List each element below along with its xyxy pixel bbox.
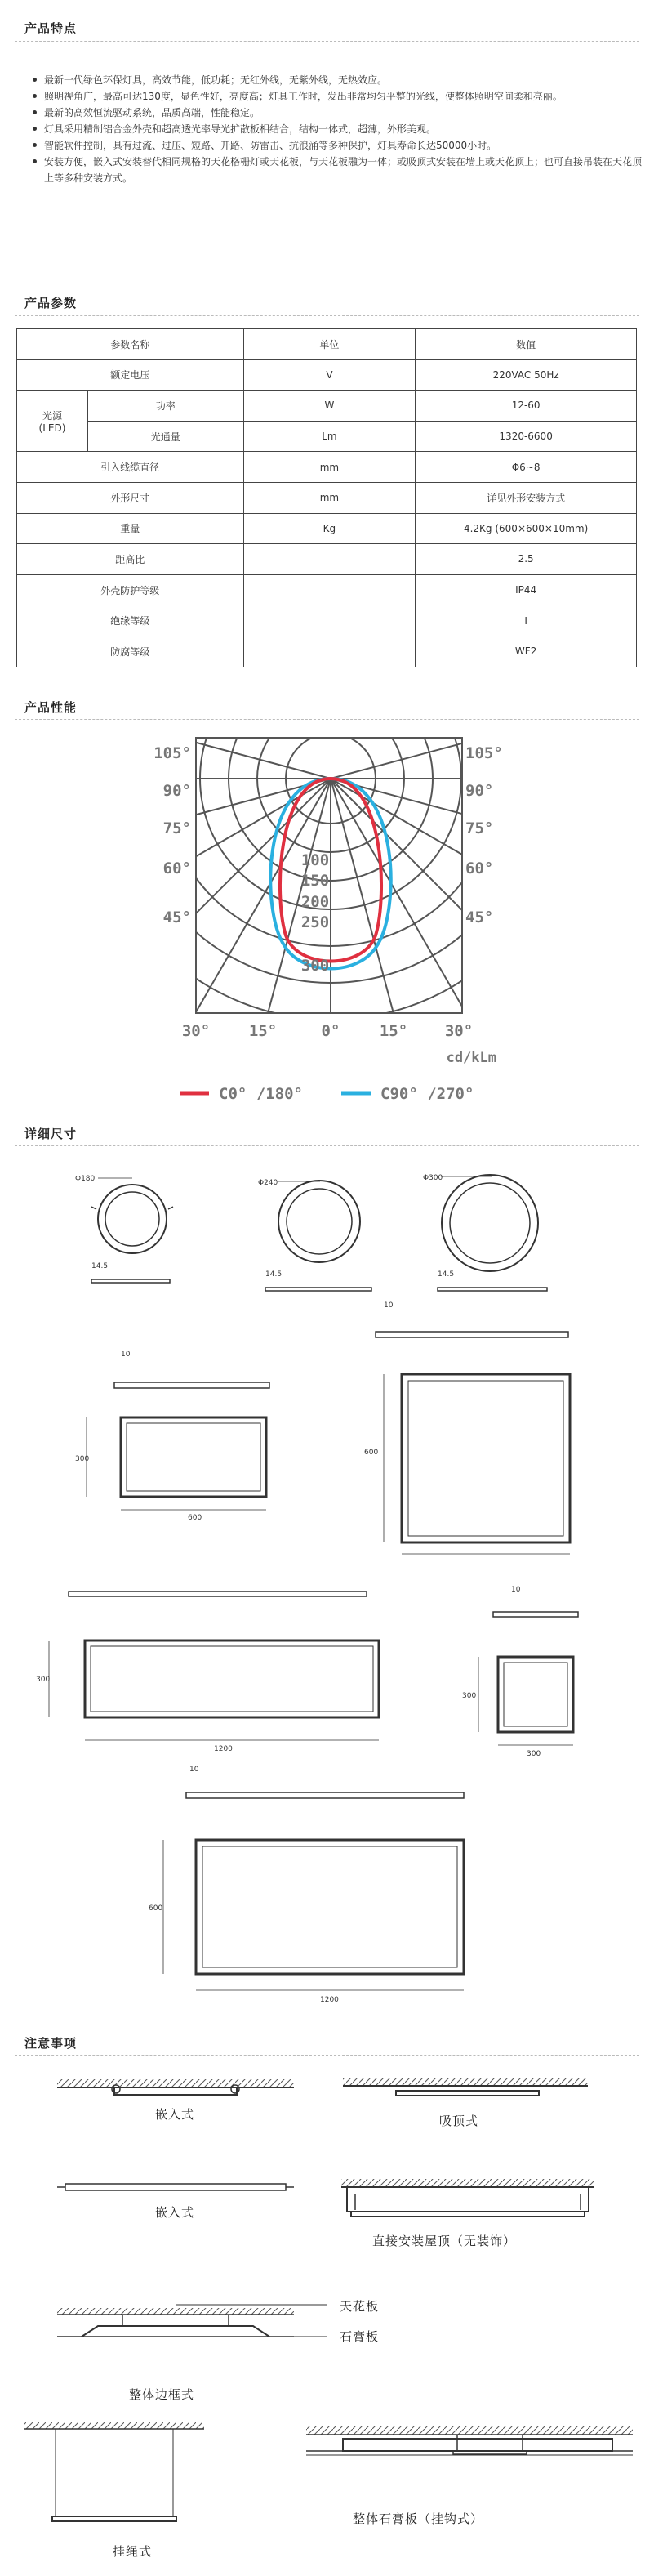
divider [15, 41, 639, 42]
radial-label: 300 [300, 957, 330, 975]
install-frame [57, 2305, 327, 2337]
radial-label: 150 [300, 872, 330, 890]
dim-label: Φ300 [423, 1174, 443, 1182]
param-unit: V [243, 359, 416, 391]
install-recessed-2 [57, 2184, 294, 2190]
legend [180, 1085, 474, 1103]
param-value: WF2 [416, 636, 637, 667]
param-unit: Kg [243, 513, 416, 544]
bottom-label: 30° [444, 1022, 474, 1040]
table-row [17, 359, 637, 391]
dim-label: 10 [384, 1301, 394, 1310]
bottom-label: 15° [379, 1022, 408, 1040]
header-cell: 参数名称 [17, 329, 244, 360]
param-unit: W [243, 391, 416, 422]
table-header-row [17, 329, 637, 360]
dim-label: 300 [36, 1676, 51, 1684]
dim-label: 10 [511, 1586, 521, 1594]
radial-label: 250 [300, 913, 330, 931]
param-name: 外壳防护等级 [17, 574, 244, 605]
table-row [17, 482, 637, 513]
feature-item: 最新的高效恒流驱动系统，品质高端，性能稳定。 [33, 105, 645, 121]
install-recessed-1 [57, 2079, 294, 2095]
params-table [16, 328, 637, 667]
dim-label: Φ180 [75, 1175, 96, 1183]
group-label: 光源 (LED) [17, 391, 88, 452]
install-label: 嵌入式 [155, 2107, 195, 2122]
table-row [17, 452, 637, 483]
param-value: 4.2Kg (600×600×10mm) [416, 513, 637, 544]
divider [15, 2055, 639, 2056]
panel-600x600 [364, 1301, 570, 1554]
dim-label: 10 [121, 1351, 131, 1359]
dim-label: 300 [75, 1455, 90, 1463]
angle-label-right: 105° [465, 744, 503, 762]
install-suspended [24, 2422, 204, 2521]
feature-item: 智能软件控制，具有过流、过压、短路、开路、防雷击、抗浪涌等多种保护，灯具寿命长达50000小时。 [33, 137, 645, 154]
param-value: Φ6~8 [416, 452, 637, 483]
feature-item: 最新一代绿色环保灯具，高效节能，低功耗；无红外线，无紫外线，无热效应。 [33, 72, 645, 88]
params-title: 产品参数 [24, 296, 78, 310]
grid-spoke [331, 779, 573, 1021]
angle-label-left: 45° [162, 909, 191, 926]
install-label: 整体边框式 [129, 2387, 195, 2402]
dimensions-title: 详细尺寸 [24, 1127, 78, 1141]
angle-label-left: 60° [162, 859, 191, 877]
table-row [17, 574, 637, 605]
param-name: 光通量 [87, 421, 243, 452]
param-name: 绝缘等级 [17, 605, 244, 636]
dim-label: 10 [80, 1563, 90, 1571]
dimension-drawings [0, 1152, 654, 2018]
header-cell: 单位 [243, 329, 416, 360]
panel-300x300 [462, 1586, 578, 1758]
dim-label: Φ240 [258, 1179, 278, 1187]
divider [15, 1145, 639, 1146]
param-value: IP44 [416, 574, 637, 605]
table-row [17, 391, 637, 422]
dim-label: 1200 [320, 1996, 339, 2004]
feature-item: 灯具采用精制铝合金外壳和超高透光率导光扩散板相结合，结构一体式，超薄，外形美观。 [33, 121, 645, 137]
install-drawings [0, 2063, 654, 2576]
feature-item: 安装方便，嵌入式安装替代相同规格的天花格栅灯或天花板，与天花板融为一体；或吸顶式安装在墙上或天花顶上；也可直接吊装在天花顶上等多种安装方式。 [33, 154, 645, 186]
round-light-300 [423, 1174, 547, 1291]
param-unit: mm [243, 482, 416, 513]
angle-label-left: 105° [153, 744, 191, 762]
param-unit [243, 636, 416, 667]
param-value: 1320-6600 [416, 421, 637, 452]
angle-label-right: 60° [465, 859, 494, 877]
dim-label: 10 [189, 1766, 199, 1774]
legend-label: C0° /180° [219, 1085, 303, 1103]
divider [15, 315, 639, 316]
angle-label-right: 45° [465, 909, 494, 926]
install-label: 石膏板 [340, 2329, 380, 2344]
table-row [17, 605, 637, 636]
features-title: 产品特点 [24, 21, 78, 36]
unit-label: cd/kLm [446, 1050, 496, 1066]
install-label: 直接安装屋顶（无装饰） [372, 2234, 517, 2248]
dim-label: 14.5 [438, 1270, 455, 1279]
radial-label: 100 [300, 851, 330, 869]
table-row [17, 544, 637, 575]
param-name: 引入线缆直径 [17, 452, 244, 483]
panel-1200x600 [149, 1766, 464, 2004]
param-value: 12-60 [416, 391, 637, 422]
angle-label-left: 90° [162, 782, 191, 800]
dim-label: 600 [149, 1904, 163, 1913]
param-value: I [416, 605, 637, 636]
panel-1200x300 [36, 1563, 379, 1753]
table-row [17, 636, 637, 667]
param-name: 功率 [87, 391, 243, 422]
features-list [33, 72, 645, 186]
angle-label-left: 75° [162, 819, 191, 837]
dim-label: 14.5 [265, 1270, 283, 1279]
grid-spoke [88, 779, 331, 1021]
param-value: 详见外形安装方式 [416, 482, 637, 513]
polar-chart [153, 731, 503, 1111]
divider [15, 719, 639, 720]
panel-600x300 [75, 1351, 269, 1522]
dim-label: 300 [527, 1750, 541, 1758]
dim-label: 600 [364, 1449, 379, 1457]
header-cell: 数值 [416, 329, 637, 360]
round-light-180 [75, 1175, 173, 1283]
install-surface [343, 2078, 588, 2096]
install-gypsum-hook [306, 2426, 633, 2455]
angle-label-right: 75° [465, 819, 494, 837]
param-unit: mm [243, 452, 416, 483]
dim-label: 1200 [214, 1745, 233, 1753]
angle-label-right: 90° [465, 782, 494, 800]
radial-label: 200 [300, 893, 330, 911]
param-name: 额定电压 [17, 359, 244, 391]
table-row [17, 513, 637, 544]
bottom-label: 15° [248, 1022, 278, 1040]
param-value: 2.5 [416, 544, 637, 575]
legend-label: C90° /270° [380, 1085, 474, 1103]
param-unit [243, 605, 416, 636]
notes-title: 注意事项 [24, 2036, 78, 2051]
feature-item: 照明视角广，最高可达130度，显色性好，亮度高；灯具工作时，发出非常均匀平整的光线，使整体照明空间柔和亮丽。 [33, 88, 645, 105]
install-label: 天花板 [340, 2299, 380, 2314]
bottom-label: 0° [321, 1022, 340, 1040]
install-label: 吸顶式 [439, 2114, 479, 2128]
dim-label: 300 [462, 1692, 477, 1700]
dim-label: 600 [188, 1514, 202, 1522]
param-name: 重量 [17, 513, 244, 544]
install-label: 挂绳式 [113, 2544, 153, 2559]
bottom-label: 30° [181, 1022, 211, 1040]
grid-spoke [331, 690, 654, 779]
param-unit: Lm [243, 421, 416, 452]
param-value: 220VAC 50Hz [416, 359, 637, 391]
dim-label: 14.5 [91, 1262, 109, 1270]
param-unit [243, 574, 416, 605]
install-direct-ceiling [341, 2179, 594, 2217]
param-name: 防腐等级 [17, 636, 244, 667]
install-label: 嵌入式 [155, 2205, 195, 2220]
install-label: 整体石膏板（挂钩式） [353, 2511, 484, 2526]
performance-title: 产品性能 [24, 700, 78, 715]
param-unit [243, 544, 416, 575]
round-light-240 [258, 1179, 371, 1291]
param-name: 外形尺寸 [17, 482, 244, 513]
param-name: 距高比 [17, 544, 244, 575]
table-row [17, 421, 637, 452]
